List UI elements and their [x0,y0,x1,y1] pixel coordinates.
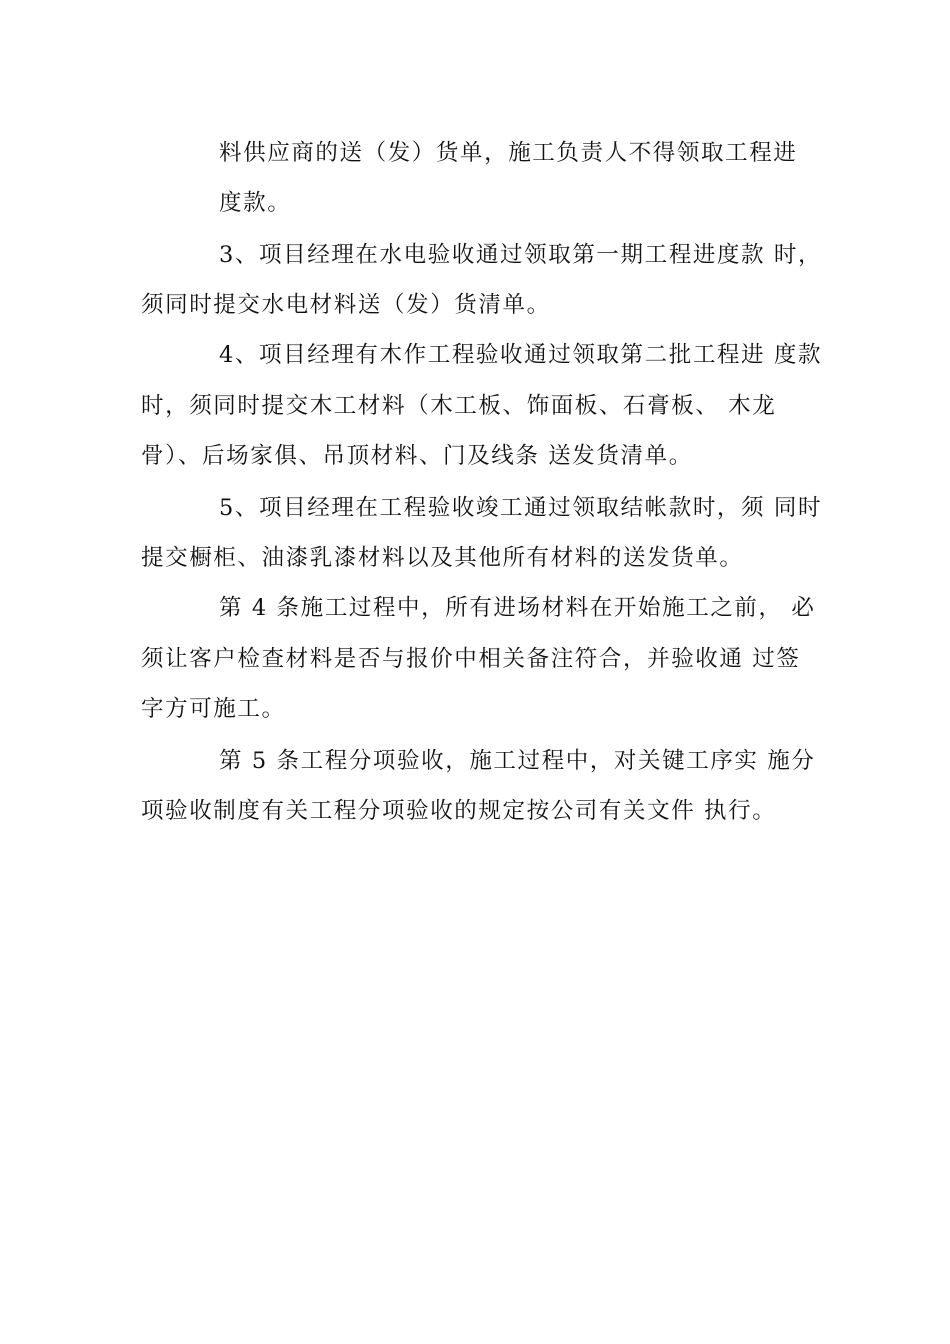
text-line: 3、项目经理在水电验收通过领取第一期工程进度款 时， [219,242,823,268]
text-line: 提交橱柜、油漆乳漆材料以及其他所有材料的送发货单。 [141,545,744,571]
text-line: 须同时提交水电材料送（发）货清单。 [141,292,551,318]
text-line: 度款。 [219,190,292,216]
text-line: 料供应商的送（发）货单，施工负责人不得领取工程进 [219,140,798,166]
text-line: 字方可施工。 [141,696,286,722]
text-line: 第 4 条施工过程中，所有进场材料在开始施工之前， 必 [219,595,816,621]
text-line: 骨）、后场家俱、吊顶材料、门及线条 送发货清单。 [141,443,693,469]
text-line: 须让客户检查材料是否与报价中相关备注符合，并验收通 过签 [141,646,801,672]
text-line: 第 5 条工程分项验收，施工过程中，对关键工序实 施分 [219,748,816,774]
text-line: 时，须同时提交木工材料（木工板、饰面板、石膏板、 木龙 [141,393,777,419]
text-line: 项验收制度有关工程分项验收的规定按公司有关文件 执行。 [141,798,777,824]
text-line: 4、项目经理有木作工程验收通过领取第二批工程进 度款 [219,342,823,368]
text-line: 5、项目经理在工程验收竣工通过领取结帐款时，须 同时 [219,495,823,521]
